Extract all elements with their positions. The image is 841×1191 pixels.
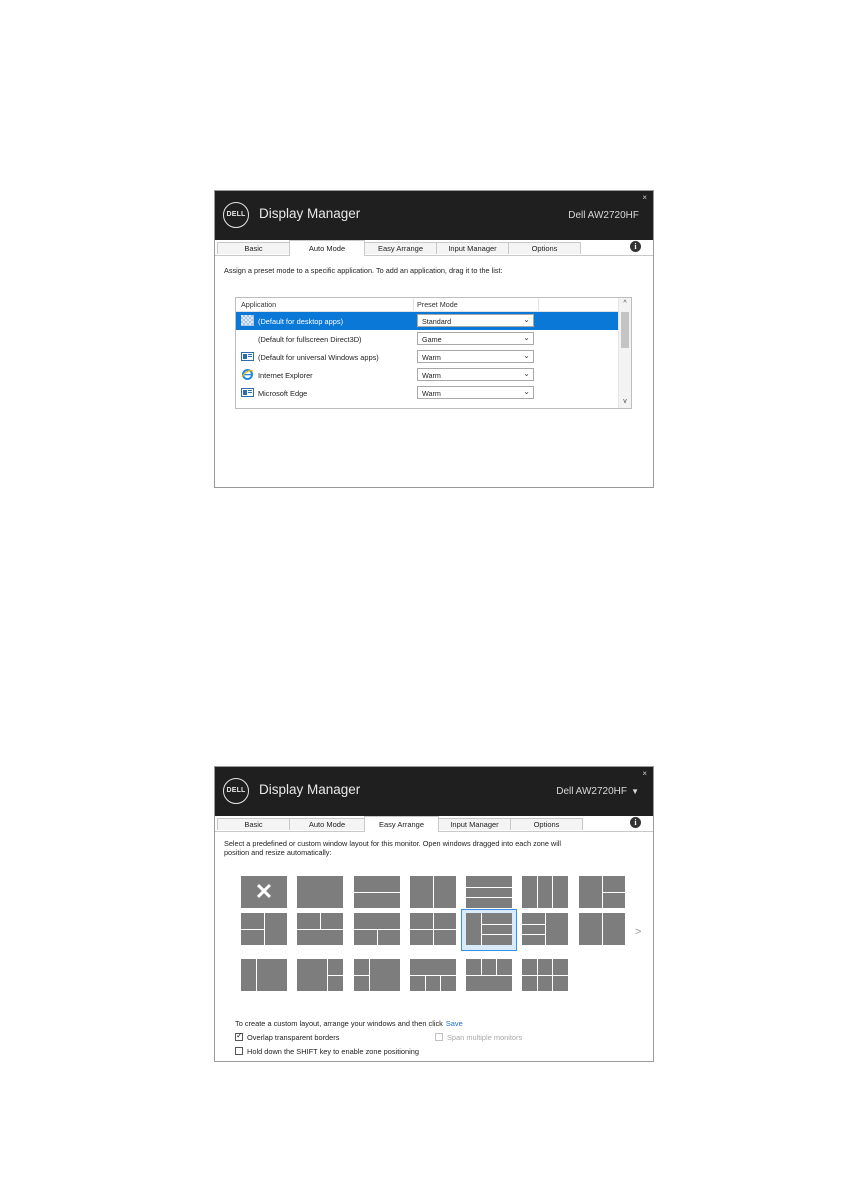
custom-layout-instruction: To create a custom layout, arrange your windows and then click [235,1019,443,1028]
zone-divider [602,892,625,893]
zone-divider [466,975,512,976]
zone-divider [297,929,343,930]
zone-divider [481,924,512,925]
monitor-name: Dell AW2720HF [568,210,639,221]
chevron-down-icon: ⌄ [523,351,530,360]
instruction-text-line-1: Select a predefined or custom window layout for this monitor. Open windows dragged into each zone will [224,839,562,848]
zone-divider [496,959,497,975]
zone-divider [377,929,378,945]
layout-option[interactable] [522,913,568,945]
tab-easy-arrange[interactable]: Easy Arrange [364,242,437,254]
zone-divider [256,959,257,991]
shift-key-checkbox[interactable] [235,1047,243,1055]
zone-divider [410,929,456,930]
table-row[interactable] [236,348,619,366]
zone-divider [481,934,512,935]
preset-mode-dropdown[interactable] [417,314,534,327]
info-icon[interactable]: i [630,817,641,828]
instruction-text: Assign a preset mode to a specific application. To add an application, drag it to the list: [224,266,503,275]
zone-divider [466,897,512,898]
table-header [236,298,619,312]
zone-divider [410,975,456,976]
layout-option[interactable] [466,913,512,945]
monitor-selector[interactable]: Dell AW2720HF [556,786,627,797]
desktop-apps-icon [241,315,254,326]
tab-options[interactable]: Options [508,242,581,254]
zone-divider [264,913,265,945]
zone-divider [552,876,553,908]
zone-divider [425,975,426,991]
custom-layout-text [235,1019,463,1028]
preset-mode-value: Warm [422,353,441,362]
layout-option[interactable] [354,959,400,991]
application-name: (Default for fullscreen Direct3D) [258,335,362,344]
preset-mode-dropdown[interactable] [417,332,534,345]
chevron-down-icon[interactable]: ▼ [631,787,639,796]
scroll-down-icon[interactable]: v [623,398,627,405]
microsoft-edge-icon [241,387,254,398]
info-icon[interactable]: i [630,241,641,252]
application-name: (Default for desktop apps) [258,317,344,326]
chevron-down-icon: ⌄ [523,369,530,378]
app-title: Display Manager [259,206,361,221]
zone-divider [354,975,369,976]
preset-mode-value: Warm [422,389,441,398]
layout-option[interactable] [522,959,568,991]
chevron-down-icon: ⌄ [523,315,530,324]
table-row[interactable] [236,330,619,348]
zone-divider [602,913,603,945]
next-page-arrow[interactable]: > [635,926,642,938]
tab-basic[interactable]: Basic [217,818,290,830]
close-icon[interactable]: × [642,193,647,202]
preset-mode-dropdown[interactable] [417,368,534,381]
layout-option[interactable] [354,913,400,945]
chevron-down-icon: ⌄ [523,387,530,396]
tab-input-manager[interactable]: Input Manager [438,818,511,830]
zone-divider [241,929,264,930]
zone-divider [327,975,343,976]
preset-mode-value: Game [422,335,442,344]
dell-logo: DELL [223,778,249,804]
zone-divider [522,924,545,925]
layout-option[interactable] [241,959,287,991]
zone-divider [537,876,538,908]
vertical-scrollbar[interactable] [618,298,631,408]
application-name: Internet Explorer [258,371,313,380]
table-row[interactable] [236,384,619,402]
application-name: (Default for universal Windows apps) [258,353,379,362]
span-monitors-label: Span multiple monitors [447,1033,523,1042]
easy-arrange-window [214,766,654,1062]
application-name: Microsoft Edge [258,389,308,398]
layout-option[interactable] [522,876,568,908]
application-table [235,297,632,409]
zone-divider [522,975,568,976]
column-divider[interactable] [413,298,414,311]
table-row[interactable] [236,312,619,330]
zone-divider [320,913,321,929]
layout-option[interactable] [410,876,456,908]
layout-option[interactable] [410,913,456,945]
instruction-text-line-2: position and resize automatically: [224,848,332,857]
auto-mode-window [214,190,654,488]
zone-divider [440,975,441,991]
preset-mode-dropdown[interactable] [417,350,534,363]
dell-logo: DELL [223,202,249,228]
chevron-down-icon: ⌄ [523,333,530,342]
layout-option[interactable] [466,876,512,908]
layout-option[interactable] [241,913,287,945]
zone-divider [433,876,434,908]
layout-option[interactable] [354,876,400,908]
zone-divider [369,959,370,991]
preset-mode-value: Standard [422,317,452,326]
preset-mode-value: Warm [422,371,441,380]
layout-option[interactable] [579,876,625,908]
scroll-thumb[interactable] [621,312,629,348]
tab-input-manager[interactable]: Input Manager [436,242,509,254]
internet-explorer-icon [241,369,254,380]
zone-divider [354,892,400,893]
app-title: Display Manager [259,782,361,797]
tab-auto-mode[interactable]: Auto Mode [289,818,365,830]
column-divider[interactable] [538,298,539,311]
column-header-preset-mode: Preset Mode [417,300,458,309]
overlap-borders-label: Overlap transparent borders [247,1033,340,1042]
layout-option[interactable] [410,959,456,991]
tab-bar [215,816,653,832]
layout-option[interactable] [466,959,512,991]
save-link[interactable]: Save [445,1019,463,1028]
layout-option[interactable] [297,959,343,991]
universal-apps-icon [241,351,254,362]
zone-divider [522,934,545,935]
no-layout-option[interactable] [241,876,287,908]
column-header-application: Application [241,300,277,309]
tab-auto-mode[interactable]: Auto Mode [289,240,365,256]
zone-divider [545,913,546,945]
zone-divider [481,959,482,975]
layout-option[interactable] [297,876,343,908]
overlap-borders-checkbox[interactable] [235,1033,243,1041]
table-row[interactable] [236,366,619,384]
close-icon[interactable]: × [642,769,647,778]
tab-options[interactable]: Options [510,818,583,830]
shift-key-label: Hold down the SHIFT key to enable zone positioning [247,1047,420,1056]
title-bar [215,767,653,816]
layout-option[interactable] [579,913,625,945]
tab-basic[interactable]: Basic [217,242,290,254]
span-monitors-checkbox[interactable] [435,1033,443,1041]
tab-bar [215,240,653,256]
preset-mode-dropdown[interactable] [417,386,534,399]
layout-option[interactable] [297,913,343,945]
close-icon: ✕ [254,879,274,904]
zone-divider [466,887,512,888]
tab-easy-arrange[interactable]: Easy Arrange [364,816,439,832]
scroll-up-icon[interactable]: ^ [623,300,627,307]
zone-divider [481,913,482,945]
title-bar [215,191,653,240]
